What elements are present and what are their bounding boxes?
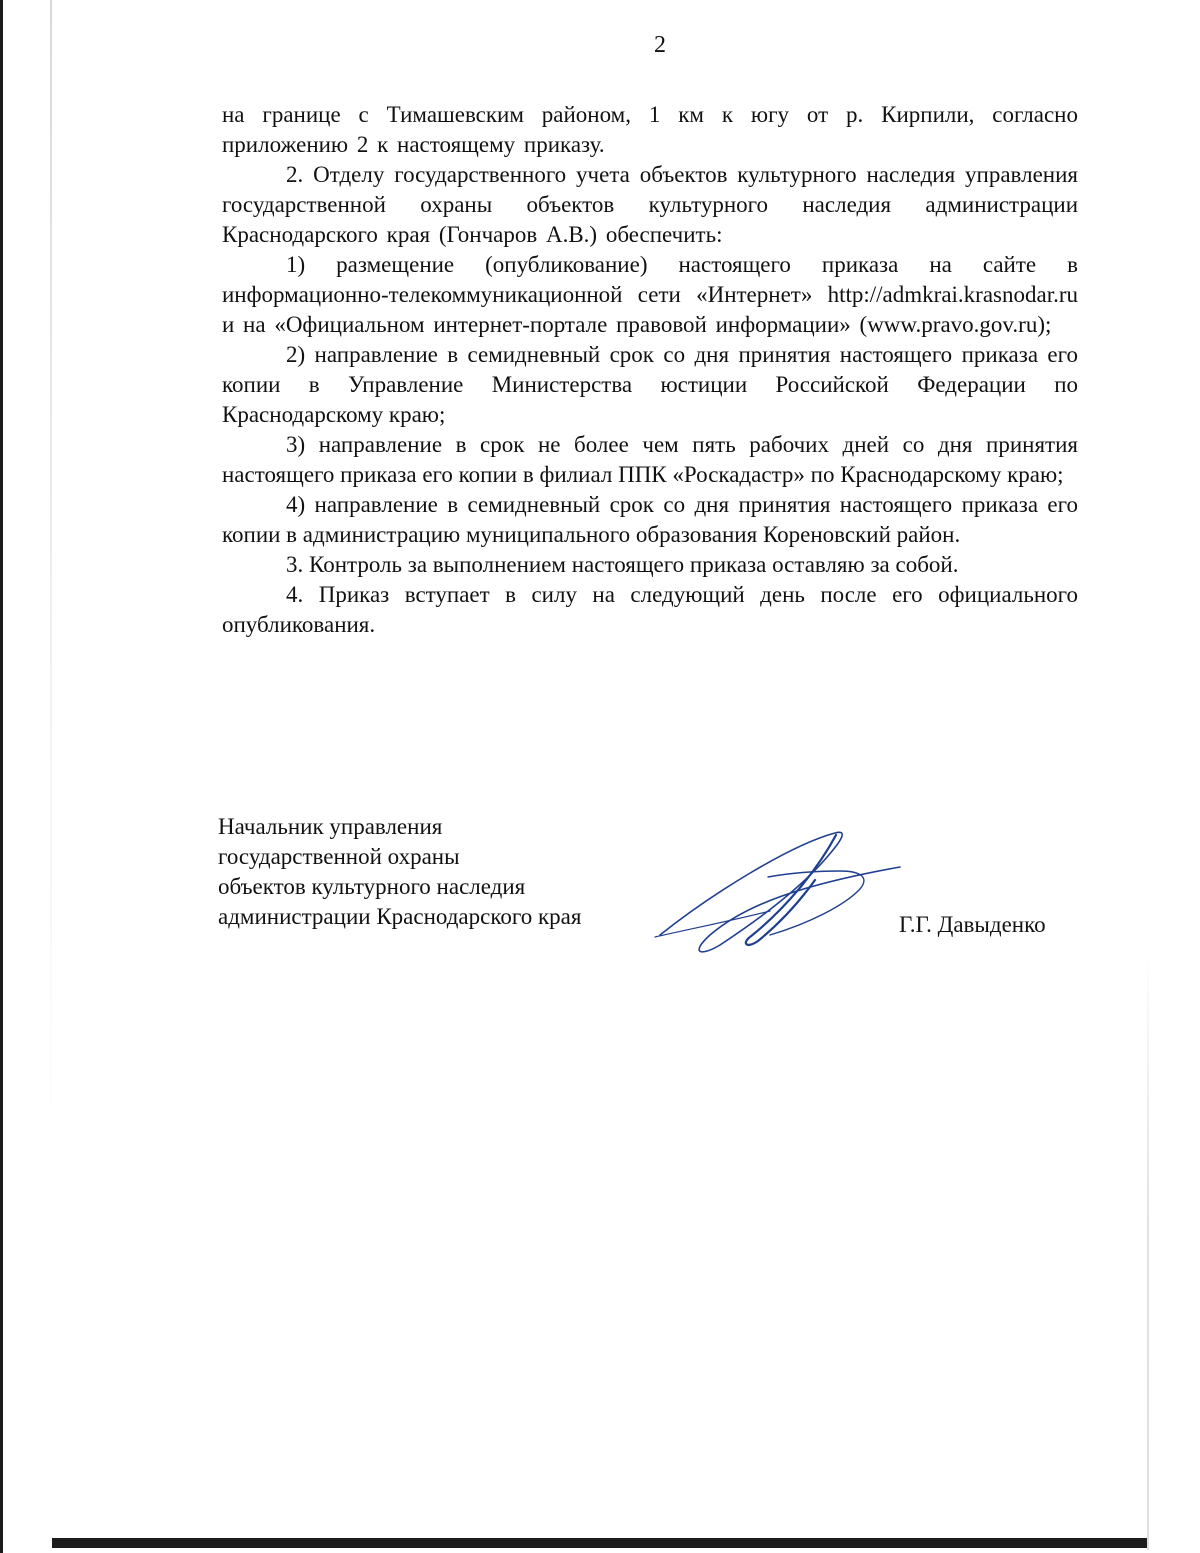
scan-edge-artifact [52, 1538, 1147, 1548]
signatory-position [218, 812, 581, 932]
scan-shadow-artifact [50, 0, 52, 1160]
paragraph-subitem-3: 3) направление в срок не более чем пять рабочих дней со дня принятия настоящего приказа его копии в филиал ППК «Роскадастр» по Краснодарскому краю; [222, 432, 1078, 487]
paragraph-subitem-2: 2) направление в семидневный срок со дня принятия настоящего приказа его копии в Управление Министерства юстиции Российской Федерации по Краснодарскому краю; [222, 342, 1078, 427]
paragraph-item-4: 4. Приказ вступает в силу на следующий день после его официального опубликования. [222, 582, 1078, 637]
position-line: государственной охраны [218, 844, 460, 869]
paragraph-item-3: 3. Контроль за выполнением настоящего приказа оставляю за собой. [286, 552, 959, 577]
document-body [222, 100, 1078, 640]
page-number: 2 [654, 32, 666, 58]
paragraph-item-2: 2. Отделу государственного учета объектов культурного наследия управления государственной охраны объектов культурного наследия администрации Краснодарского края (Гончаров А.В.) обеспечить: [222, 162, 1078, 247]
scan-shadow-artifact [1147, 950, 1149, 1550]
scan-edge-artifact [0, 0, 3, 1553]
position-line: объектов культурного наследия [218, 874, 526, 899]
handwritten-signature [650, 825, 910, 960]
paragraph-subitem-4: 4) направление в семидневный срок со дня принятия настоящего приказа его копии в администрацию муниципального образования Кореновский район. [222, 492, 1078, 547]
paragraph-subitem-1: 1) размещение (опубликование) настоящего приказа на сайте в информационно-телекоммуникационной сети «Интернет» http://admkrai.krasnodar.ru и на «Официальном интернет-портале правовой информации» (www.pravo.gov.ru); [222, 252, 1078, 337]
paragraph-continuation: на границе с Тимашевским районом, 1 км к югу от р. Кирпили, согласно приложению 2 к настоящему приказу. [222, 102, 1078, 157]
signer-name: Г.Г. Давыденко [899, 912, 1046, 937]
position-line: Начальник управления [218, 814, 443, 839]
position-line: администрации Краснодарского края [218, 904, 582, 929]
